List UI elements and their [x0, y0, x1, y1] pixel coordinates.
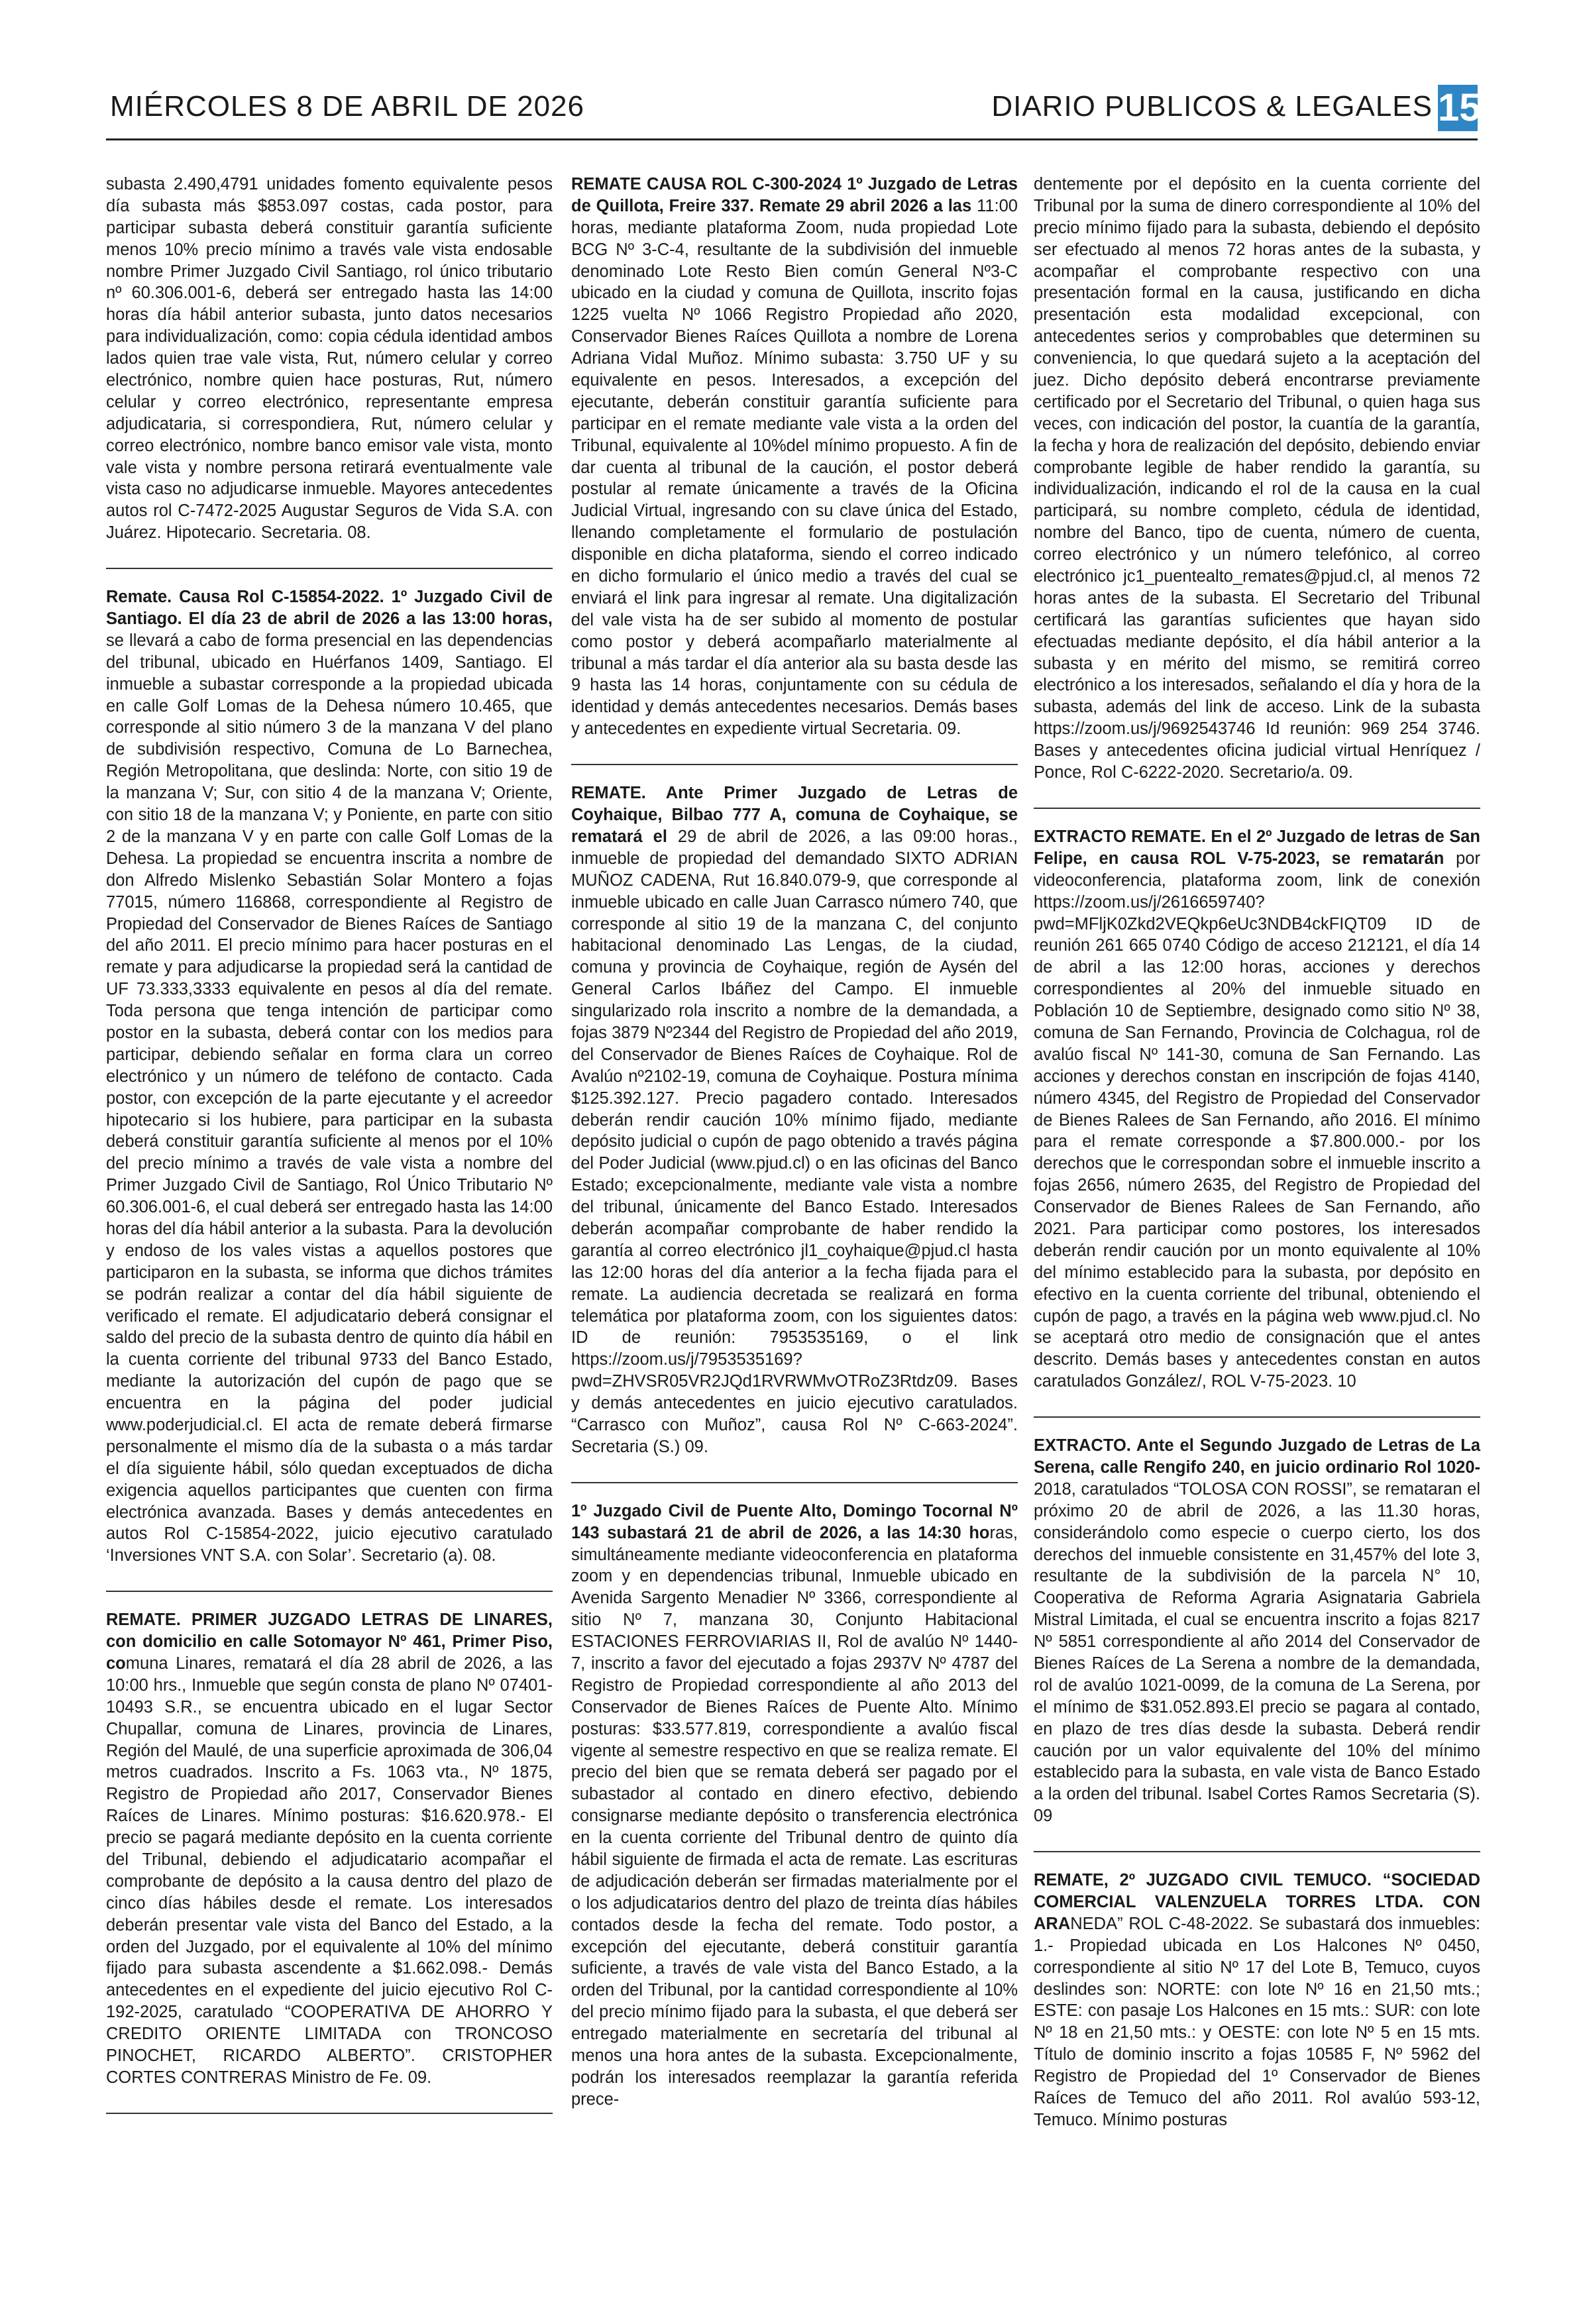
notice-body: 11:00 horas, mediante plataforma Zoom, nuda propiedad Lote BCG Nº 3-C-4, resultante de la subdivisión del inmueble denominado Lote Resto Bien común General Nº3-C ubicado en la ciudad y comuna de Quillota, inscrito fojas 1225 vuelta Nº 1066 Registro Propiedad año 2020, Conservador Bienes Raíces Quillota a nombre de Lorena Adriana Vidal Muñoz. Mínimo subasta: 3.750 UF y su equivalente en pesos. Interesados, a excepción del ejecutante, deberán constituir garantía suficiente para participar en el remate mediante vale vista a la orden del Tribunal, equivalente al 10%del mínimo propuesto. A fin de dar cuenta al tribunal de la caución, el postor deberá postular al remate únicamente a través de la Oficina Judicial Virtual, ingresando con su clave única del Estado, llenando completamente el formulario de postulación disponible en dicha plataforma, siendo el correo indicado en dicho formulario el único medio a través del cual se enviará el link para ingresar al remate. Una digitalización del vale vista ha de ser subido al momento de postular como postor y deberá acompañarlo materialmente al tribunal a más tardar el día anterior ala su basta desde las 9 hasta las 14 horas, conjuntamente con su cédula de identidad y demás antecedentes necesarios. Demás bases y antecedentes en expediente virtual Secretaria. 09. [571, 196, 1018, 739]
page-number: 15 [1438, 85, 1478, 131]
notice-separator [1034, 808, 1480, 809]
column-2 [571, 174, 1018, 2111]
notice-separator [571, 764, 1018, 765]
notice-col1-3 [106, 1609, 553, 2089]
notice-body: ras, simultáneamente mediante videoconferencia en plataforma zoom y en dependencias tribunal, Inmueble ubicado en Avenida Sargento Menadier Nº 3366, correspondiente al sitio Nº 7, manzana 30, Conjunto Habitacional ESTACIONES FERROVIARIAS II, Rol de avalúo Nº 1440-7, inscrito a favor del ejecutado a fojas 2937V Nº 4787 del Registro de Propiedad correspondiente al año 2013 del Conservador de Bienes Raíces de Puente Alto. Mínimo posturas: $33.577.819, correspondiente a avalúo fiscal vigente al semestre respectivo en que se realiza remate. El precio del bien que se remata deberá ser pagado por el subastador al contado en dinero efectivo, debiendo consignarse mediante depósito o transferencia electrónica en la cuenta corriente del Tribunal dentro de quinto día hábil siguiente de firmada el acta de remate. Las escrituras de adjudicación deberán ser firmadas materialmente por el o los adjudicatarios dentro del plazo de treinta días hábiles contados desde la fecha del remate. Todo postor, a excepción del ejecutante, deberá constituir garantía suficiente, a través de vale vista del Banco Estado, a la orden del Tribunal, por la cantidad correspondiente al 10% del precio mínimo fijado para la subasta, el que deberá ser entregado materialmente en secretaría del tribunal al menos una hora antes de la subasta. Excepcionalmente, podrán los interesados reemplazar la garantía referida prece- [571, 1523, 1018, 2109]
notice-lead: REMATE. Ante Primer Juzgado de Letras de Coyhaique, Bilbao 777 A, comuna de Coyhaique, se rematará el [571, 784, 1018, 846]
notice-body: por videoconferencia, plataforma zoom, link de conexión https://zoom.us/j/2616659740?pwd=MFljK0Zkd2VEQkp6eUc3NDB4ckFIQT09 ID de reunión 261 665 0740 Código de acceso 212121, el día 14 de abril a las 12:00 horas, acciones y derechos correspondientes al 20% del inmueble situado en Población 10 de Septiembre, designado como sitio Nº 38, comuna de San Fernando, Provincia de Colchagua, rol de avalúo fiscal Nº 141-30, comuna de San Fernando. Las acciones y derechos constan en inscripción de fojas 4140, número 4345, del Registro de Propiedad del Conservador de Bienes Ralees de San Fernando, año 2016. El mínimo para el remate corresponde a $7.800.000.- por los derechos que le correspondan sobre el inmueble inscrito a fojas 2656, número 2635, del Registro de Propiedad del Conservador de Bienes Ralees de San Fernando, año 2021. Para participar como postores, los interesados deberán rendir caución por un monto equivalente al 10% del mínimo establecido para la subasta, por depósito en efectivo en la cuenta corriente del tribunal, obteniendo el cupón de pago, a través en la página web www.pjud.cl. No se aceptará otro medio de consignación que el antes descrito. Demás bases y antecedentes constan en autos caratulados González/, ROL V-75-2023. 10 [1034, 849, 1480, 1391]
notice-separator [1034, 1416, 1480, 1418]
notice-separator [1034, 1851, 1480, 1852]
page-header [106, 79, 1481, 140]
column-1 [106, 174, 553, 2131]
notice-body: 2018, caratulados “TOLOSA CON ROSSI”, se remataran el próximo 20 de abril de 2026, a las 11.30 horas, considerándolo como especie o cuerpo cierto, los dos derechos del inmueble consistente en 31,457% del lote 3, resultante de la subdivisión de la parcela N° 10, Cooperativa de Reforma Agraria Asignataria Gabriela Mistral Limitada, el cual se encuentra inscrito a fojas 8217 Nº 5851 correspondiente al año 2014 del Conservador de Bienes Raíces de La Serena a nombre de la demandada, rol de avalúo 1021-0099, de la comuna de La Serena, por el mínimo de $31.052.893.El precio se pagara al contado, en plazo de tres días desde la subasta. Deberá rendir caución por un valor equivalente del 10% del mínimo establecido para la subasta, en vale vista de Banco Estado a la orden del tribunal. Isabel Cortes Ramos Secretaria (S). 09 [1034, 1479, 1480, 1826]
notice-col2-3 [571, 1501, 1018, 2111]
notice-body: subasta 2.490,4791 unidades fomento equivalente pesos día subasta más $853.097 costas, cada postor, para participar subasta deberá constituir garantía suficiente menos 10% precio mínimo a través vale vista endosable nombre Primer Juzgado Civil Santiago, rol único tributario nº 60.306.001-6, deberá ser entregado hasta las 14:00 horas día hábil anterior subasta, junto datos necesarios para individualización, como: copia cédula identidad ambos lados quien trae vale vista, Rut, número celular y correo electrónico, nombre quien hace posturas, Rut, número celular y correo electrónico, representante empresa adjudicataria, si correspondiera, Rut, número celular y correo electrónico, nombre banco emisor vale vista, monto vale vista y nombre persona retirará eventualmente vale vista caso no adjudicarse inmueble. Mayores antecedentes autos rol C-7472-2025 Augustar Seguros de Vida S.A. con Juárez. Hipotecario. Secretaria. 08. [106, 175, 553, 543]
notice-body: 29 de abril de 2026, a las 09:00 horas., inmueble de propiedad del demandado SIXTO ADRIAN MUÑOZ CADENA, Rut 16.840.079-9, que corresponde al inmueble ubicado en calle Juan Carrasco número 740, que corresponde al sitio 19 de la manzana C, del conjunto habitacional denominado Las Lengas, de la ciudad, comuna y provincia de Coyhaique, región de Aysén del General Carlos Ibáñez del Campo. El inmueble singularizado rola inscrito a nombre de la demandada, a fojas 3879 Nº2344 del Registro de Propiedad del año 2019, del Conservador de Bienes Raíces de Coyhaique. Rol de Avalúo nº2102-19, comuna de Coyhaique. Postura mínima $125.392.127. Precio pagadero contado. Interesados deberán rendir caución 10% mínimo fijado, mediante depósito judicial o cupón de pago obtenido a través página del Poder Judicial (www.pjud.cl) o en las oficinas del Banco Estado; excepcionalmente, mediante vale vista a nombre del tribunal, únicamente del Banco Estado. Interesados deberán acompañar comprobante de haber rendido la garantía al correo electrónico jl1_coyhaique@pjud.cl hasta las 12:00 horas del día anterior a la fecha fijada para el remate. La audiencia decretada se realizará en forma telemática por plataforma zoom, con los siguientes datos: ID de reunión: 7953535169, o el link https://zoom.us/j/7953535169?pwd=ZHVSR05VR2JQd1RVRWMvOTRoZ3Rtdz09. Bases y demás antecedentes en juicio ejecutivo caratulados. “Carrasco con Muñoz”, causa Rol Nº C-663-2024”. Secretaria (S.) 09. [571, 827, 1018, 1456]
notice-separator [106, 1591, 553, 1592]
notice-separator [106, 2113, 553, 2114]
column-3 [1034, 174, 1480, 2131]
publication-title: DIARIO PUBLICOS & LEGALES [991, 90, 1433, 123]
notice-body: dentemente por el depósito en la cuenta corriente del Tribunal por la suma de dinero correspondiente al 10% del precio mínimo fijado para la subasta, debiendo el depósito ser efectuado al menos 72 horas antes de la subasta, y acompañar el comprobante respectivo con una presentación formal en la causa, justificando en dicha presentación esta modalidad excepcional, con antecedentes serios y comprobables que determinen su conveniencia, lo que quedará sujeto a la aceptación del juez. Dicho depósito deberá encontrarse previamente certificado por el Secretario del Tribunal, o quien haga sus veces, con indicación del postor, la cuantía de la garantía, la fecha y hora de realización del depósito, debiendo enviar comprobante legible de haber rendido la garantía, su individualización, indicando el rol de la causa en la cual participará, su nombre completo, cédula de identidad, nombre del Banco, tipo de cuenta, número de cuenta, correo electrónico y un número telefónico, al correo electrónico jc1_puentealto_remates@pjud.cl, al menos 72 horas antes de la subasta. El Secretario del Tribunal certificará las garantías suficientes que hayan sido efectuadas mediante depósito, el día hábil anterior a la subasta y en mérito del mismo, se remitirá correo electrónico a los interesados, señalando el día y hora de la subasta, además del link de acceso. Link de la subasta https://zoom.us/j/9692543746 Id reunión: 969 254 3746. Bases y antecedentes oficina judicial virtual Henríquez / Ponce, Rol C-6222-2020. Secretario/a. 09. [1034, 175, 1480, 782]
notice-lead: Remate. Causa Rol C-15854-2022. 1º Juzgado Civil de Santiago. El día 23 de abril de 2026 a las 13:00 horas, [106, 588, 553, 629]
notice-separator [571, 1482, 1018, 1483]
notice-lead: REMATE, 2º JUZGADO CIVIL TEMUCO. “SOCIEDAD COMERCIAL VALENZUELA TORRES LTDA. CON ARA [1034, 1871, 1480, 1933]
header-rule [106, 138, 1478, 140]
notice-col3-1 [1034, 174, 1480, 784]
notice-col1-2 [106, 586, 553, 1567]
notice-lead: EXTRACTO. Ante el Segundo Juzgado de Letras de La Serena, calle Rengifo 240, en juicio ordinario Rol 1020- [1034, 1436, 1480, 1477]
notice-col3-3 [1034, 1435, 1480, 1827]
notice-lead: REMATE CAUSA ROL C-300-2024 1º Juzgado de Letras de Quillota, Freire 337. Remate 29 abril 2026 a las [571, 175, 1018, 215]
notice-col3-4 [1034, 1870, 1480, 2131]
notice-lead: REMATE. PRIMER JUZGADO LETRAS DE LINARES, con domicilio en calle Sotomayor Nº 461, Primer Piso, co [106, 1611, 553, 1673]
notice-lead: 1º Juzgado Civil de Puente Alto, Domingo Tocornal Nº 143 subastará 21 de abril de 2026, a las 14:30 ho [571, 1501, 1018, 1542]
notice-body: se llevará a cabo de forma presencial en las dependencias del tribunal, ubicado en Huérfanos 1409, Santiago. El inmueble a subastar corresponde a la propiedad ubicada en calle Golf Lomas de la Dehesa número 10.465, que corresponde al sitio número 3 de la manzana V del plano de subdivisión respectivo, Comuna de Lo Barnechea, Región Metropolitana, que deslinda: Norte, con sitio 19 de la manzana V; Sur, con sitio 4 de la manzana V; Oriente, con sitio 18 de la manzana V; y Poniente, en parte con sitio 2 de la manzana V y en parte con calle Golf Lomas de la Dehesa. La propiedad se encuentra inscrita a nombre de don Alfredo Mislenko Sebastián Solar Montero a fojas 77015, número 116868, correspondiente al Registro de Propiedad del Conservador de Bienes Raíces de Santiago del año 2011. El precio mínimo para hacer posturas en el remate y para adjudicarse la propiedad será la cantidad de UF 73.333,3333 equivalente en pesos al día del remate. Toda persona que tenga intención de participar como postor en la subasta, deberá contar con los medios para participar, debiendo señalar en forma clara un correo electrónico y un número de teléfono de contacto. Cada postor, con excepción de la parte ejecutante y el acreedor hipotecario si los hubiere, para participar en la subasta deberá constituir garantía suficiente al menos por el 10% del precio mínimo a través de vale vista a nombre del Primer Juzgado Civil de Santiago, Rol Único Tributario Nº 60.306.001-6, el cual deberá ser entregado hasta las 14:00 horas del día hábil anterior a la subasta. Para la devolución y endoso de los vales vistas a aquellos postores que participaron en la subasta, se informa que dichos trámites se podrán realizar a contar del día hábil siguiente de verificado el remate. El adjudicatario deberá consignar el saldo del precio de la subasta dentro de quinto día hábil en la cuenta corriente del tribunal 9733 del Banco Estado, mediante la autorización del cupón de pago que se encuentra en la página del poder judicial www.poderjudicial.cl. El acta de remate deberá firmarse personalmente el mismo día de la subasta o a más tardar el día siguiente hábil, sólo quedan exceptuados de dicha exigencia aquellos participantes que cuenten con firma electrónica avanzada. Bases y demás antecedentes en autos Rol C-15854-2022, juicio ejecutivo caratulado ‘Inversiones VNT S.A. con Solar’. Secretario (a). 08. [106, 631, 553, 1565]
notice-lead: EXTRACTO REMATE. En el 2º Juzgado de letras de San Felipe, en causa ROL V-75-2023, se rematarán [1034, 827, 1480, 868]
issue-date: MIÉRCOLES 8 DE ABRIL DE 2026 [110, 90, 584, 123]
notice-col2-1 [571, 174, 1018, 740]
notice-col1-1 [106, 174, 553, 544]
notice-body: muna Linares, rematará el día 28 abril de 2026, a las 10:00 hrs., Inmueble que según consta de plano Nº 07401-10493 S.R., se encuentra ubicado en el lugar Sector Chupallar, comuna de Linares, provincia de Linares, Región del Maulé, de una superficie aproximada de 306,04 metros cuadrados. Inscrito a Fs. 1063 vta., Nº 1875, Registro de Propiedad año 2017, Conservador Bienes Raíces de Linares. Mínimo posturas: $16.620.978.- El precio se pagará mediante depósito en la cuenta corriente del Tribunal, debiendo el adjudicatario acompañar el comprobante de depósito a la causa dentro del plazo de cinco días hábiles desde el remate. Los interesados deberán presentar vale vista del Banco del Estado, a la orden del Juzgado, por el equivalente al 10% del mínimo fijado para subasta ascendente a $1.662.098.- Demás antecedentes en el expediente del juicio ejecutivo Rol C-192-2025, caratulado “COOPERATIVA DE AHORRO Y CREDITO ORIENTE LIMITADA con TRONCOSO PINOCHET, RICARDO ALBERTO”. CRISTOPHER CORTES CONTRERAS Ministro de Fe. 09. [106, 1654, 553, 2087]
notice-body: NEDA” ROL C-48-2022. Se subastará dos inmuebles: 1.- Propiedad ubicada en Los Halcones Nº 0450, correspondiente al sitio Nº 17 del Lote B, Temuco, cuyos deslindes son: NORTE: con lote Nº 16 en 21,50 mts.; ESTE: con pasaje Los Halcones en 15 mts.: SUR: con lote Nº 18 en 21,50 mts.: y OESTE: con lote Nº 5 en 15 mts. Título de dominio inscrito a fojas 10585 F, Nº 5962 del Registro de Propiedad del 1º Conservador de Bienes Raíces de Temuco del año 2011. Rol avalúo 593-12, Temuco. Mínimo posturas [1034, 1914, 1480, 2129]
notice-col3-2 [1034, 826, 1480, 1393]
notice-col2-2 [571, 782, 1018, 1458]
notice-separator [106, 568, 553, 569]
